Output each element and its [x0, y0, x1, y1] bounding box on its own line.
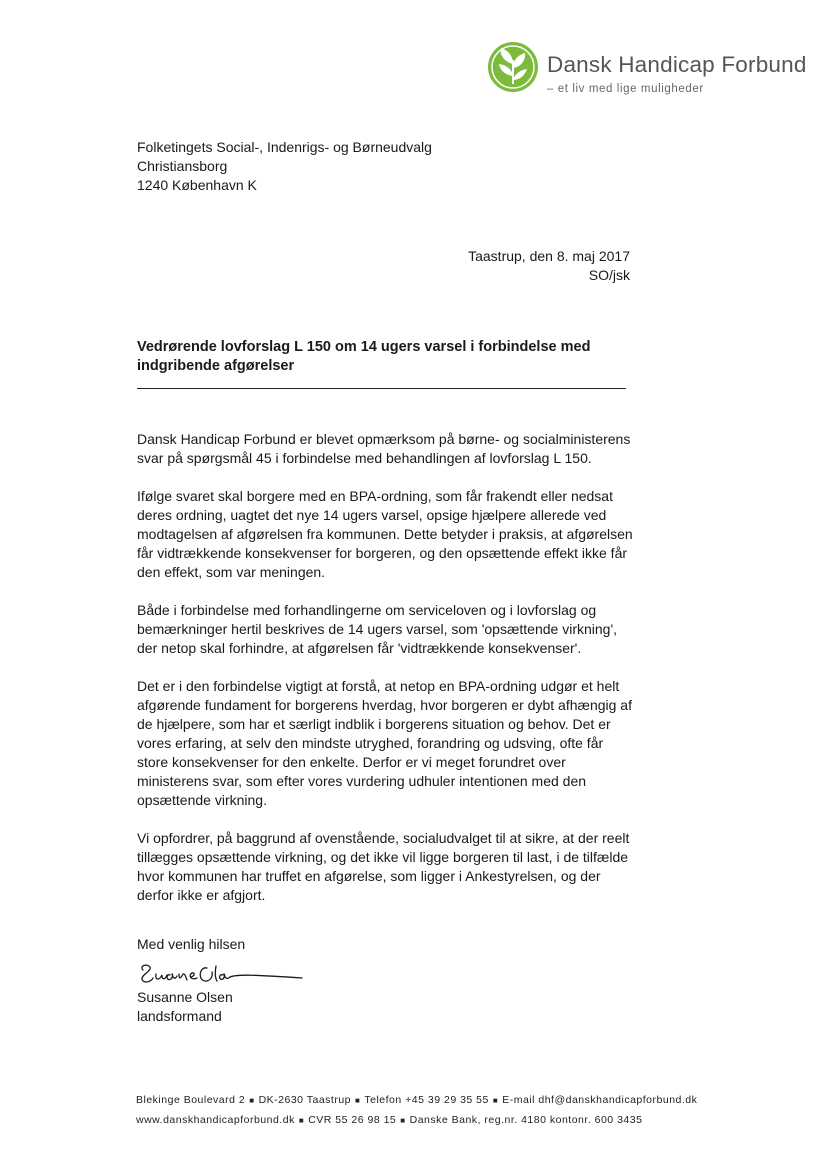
footer-separator: ■: [355, 1096, 361, 1105]
brand-tagline: – et liv med lige muligheder: [547, 83, 704, 95]
subject-divider: [137, 388, 626, 389]
footer-line-2: [136, 1114, 642, 1126]
footer-separator: ■: [400, 1116, 406, 1125]
letter-body: [137, 430, 637, 924]
recipient-line: 1240 København K: [137, 177, 257, 193]
leaf-logo-icon: [486, 40, 540, 94]
subject-heading: Vedrørende lovforslag L 150 om 14 ugers varsel i forbindelse med indgribende afgørelser: [137, 339, 591, 374]
footer-separator: ■: [298, 1116, 305, 1125]
footer-email: E-mail dhf@danskhandicapforbund.dk: [502, 1094, 698, 1106]
paragraph: Både i forbindelse med forhandlingerne om serviceloven og i lovforslag og bemærkninger hertil beskrives de 14 ugers varsel, som 'opsættende virkning', der netop skal forhindre, at afgørelsen får 'vidtrækkende konsekvenser'.: [137, 602, 618, 656]
brand-logo: [486, 40, 807, 104]
recipient-line: Folketingets Social-, Indenrigs- og Børneudvalg: [137, 139, 432, 155]
dateline: [468, 247, 630, 285]
footer-phone: Telefon +45 39 29 35 55: [364, 1094, 489, 1106]
paragraph: Vi opfordrer, på baggrund af ovenstående, socialudvalget til at sikre, at der reelt tillægges opsættende virkning, og det ikke vil ligge borgeren til last, i de tilfælde hvor kommunen har truffet en afgørelse, som ligger i Ankestyrelsen, og der derfor ikke er afgjort.: [137, 830, 630, 903]
footer-separator: ■: [492, 1096, 499, 1105]
paragraph: Ifølge svaret skal borgere med en BPA-ordning, som får frakendt eller nedsat deres ordning, uagtet det nye 14 ugers varsel, opsige hjælpere allerede ved modtagelsen af afgørelsen fra kommunen. Dette betyder i praksis, at afgørelsen får vidtrækkende konsekvenser for borgeren, og den opsættende effekt ikke får den effekt, som var meningen.: [137, 488, 633, 580]
closing: Med venlig hilsen: [137, 936, 246, 952]
footer-separator: ■: [249, 1096, 255, 1105]
handwritten-signature: [137, 960, 307, 990]
signer-block: [137, 988, 233, 1026]
footer-cvr: CVR 55 26 98 15: [308, 1114, 397, 1126]
reference: SO/jsk: [588, 267, 630, 283]
footer-address: Blekinge Boulevard 2: [136, 1094, 246, 1106]
brand-name: Dansk Handicap Forbund: [547, 52, 807, 77]
paragraph: Dansk Handicap Forbund er blevet opmærksom på børne- og socialministerens svar på spørgsmål 45 i forbindelse med behandlingen af lovforslag L 150.: [137, 431, 631, 466]
signer-title: landsformand: [137, 1008, 222, 1024]
footer-postcode: DK-2630 Taastrup: [258, 1094, 352, 1106]
footer-line-1: [136, 1094, 697, 1106]
footer-website: www.danskhandicapforbund.dk: [136, 1114, 295, 1126]
footer-bank: Danske Bank, reg.nr. 4180 kontonr. 600 3435: [409, 1114, 643, 1126]
paragraph: Det er i den forbindelse vigtigt at forstå, at netop en BPA-ordning udgør et helt afgørende fundament for borgerens hverdag, hvor borgeren er dybt afhængig af de hjælpere, som har et særligt indblik i borgerens situation og behov. Det er vores erfaring, at selv den mindste utryghed, forandring og udsving, ofte får store konsekvenser for den enkelte. Derfor er vi meget forundret over ministerens svar, som efter vores vurdering udhuler intentionen med den opsættende virkning.: [137, 678, 632, 808]
place-date: Taastrup, den 8. maj 2017: [468, 248, 630, 264]
recipient-address: [137, 138, 432, 195]
recipient-line: Christiansborg: [137, 158, 228, 174]
signer-name: Susanne Olsen: [137, 989, 233, 1005]
